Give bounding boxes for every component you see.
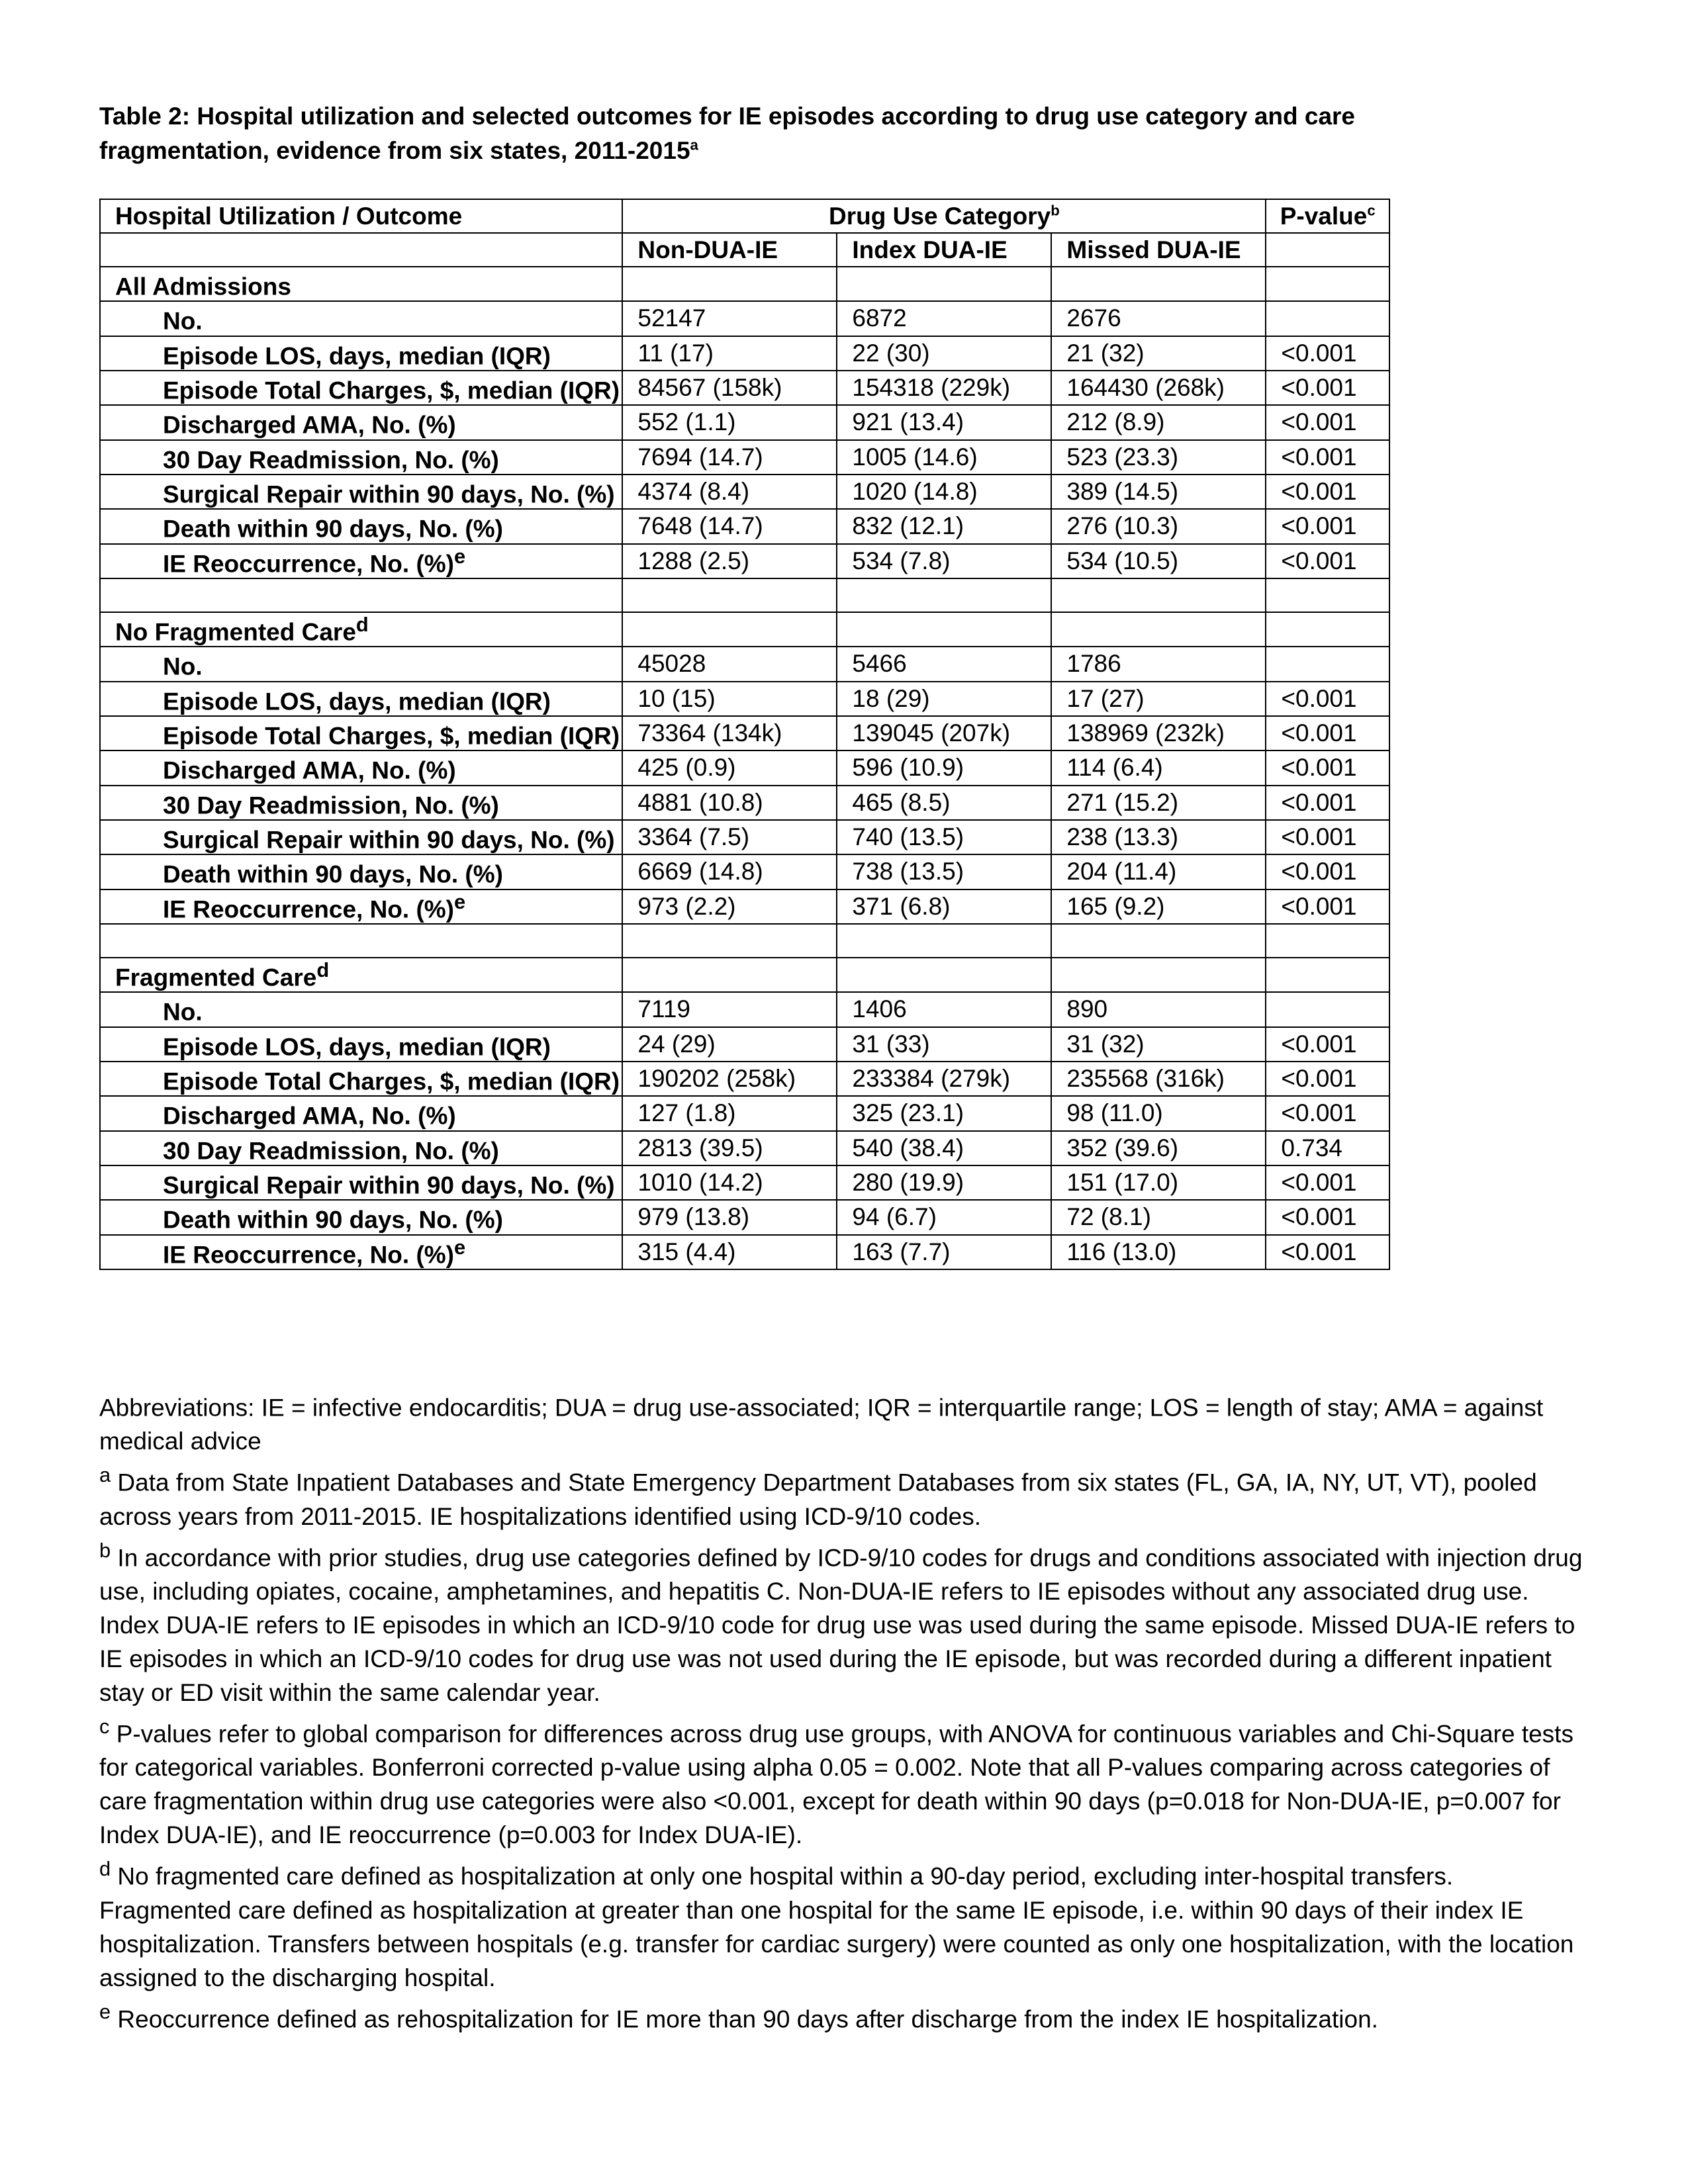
header-col-non-dua-ie: Non-DUA-IE <box>622 233 837 267</box>
pvalue-cell: <0.001 <box>1266 1200 1389 1234</box>
row-label: Surgical Repair within 90 days, No. (%) <box>100 475 622 509</box>
value-cell: 540 (38.4) <box>837 1131 1051 1165</box>
value-cell: 235568 (316k) <box>1051 1062 1266 1096</box>
empty-cell <box>837 612 1051 647</box>
value-cell: 973 (2.2) <box>622 889 837 924</box>
value-cell: 979 (13.8) <box>622 1200 837 1234</box>
footnote: $^b$ In accordance with prior studies, drug use categories defined by ICD-9/10 codes for drugs and conditions associated with injection drug use, including opiates, cocaine, amphetamines, and hepatitis C. Non-DUA-IE refers to IE episodes without any associated drug use. Index DUA-IE refers to IE episodes in which an ICD-9/10 code for drug use was used during the same episode. Missed DUA-IE refers to IE episodes in which an ICD-9/10 codes for drug use was not used during the IE episode, but was recorded during a different inpatient stay or ED visit within the same calendar year. <box>99 1538 1583 1706</box>
value-cell: 465 (8.5) <box>837 786 1051 820</box>
pvalue-cell: <0.001 <box>1266 440 1389 475</box>
value-cell: 890 <box>1051 992 1266 1026</box>
pvalue-cell: <0.001 <box>1266 475 1389 509</box>
footnote: $^d$ No fragmented care defined as hospitalization at only one hospital within a 90-day period, excluding inter-hospital transfers. Fragmented care defined as hospitalization at greater than one hospital for the same IE episode, i.e. within 90 days of their index IE hospitalization. Transfers between hospitals (e.g. transfer for cardiac surgery) were counted as only one hospitalization, with the location assigned to the discharging hospital. <box>99 1857 1574 1991</box>
table-row <box>100 889 1389 924</box>
pvalue-cell: <0.001 <box>1266 682 1389 716</box>
row-label: Episode Total Charges, $, median (IQR) <box>100 716 622 751</box>
abbreviations-note: Abbreviations: IE = infective endocarditis; DUA = drug use-associated; IQR = interquartile range; LOS = length of stay; AMA = against medical advice <box>99 1394 1544 1455</box>
value-cell: 10 (15) <box>622 682 837 716</box>
pvalue-cell: <0.001 <box>1266 1096 1389 1130</box>
empty-cell <box>1051 578 1266 612</box>
value-cell: 116 (13.0) <box>1051 1235 1266 1269</box>
value-cell: 98 (11.0) <box>1051 1096 1266 1130</box>
row-label: No. <box>100 992 622 1026</box>
row-label: IE Reoccurrence, No. (%)$^e$ <box>100 1235 622 1269</box>
row-label: Episode LOS, days, median (IQR) <box>100 336 622 371</box>
pvalue-cell: <0.001 <box>1266 509 1389 543</box>
header-row-2 <box>100 233 1389 267</box>
pvalue-cell: <0.001 <box>1266 820 1389 854</box>
header-blank <box>100 233 622 267</box>
value-cell: 212 (8.9) <box>1051 405 1266 439</box>
row-footnote-marker: e <box>454 889 466 913</box>
value-cell: 596 (10.9) <box>837 751 1051 785</box>
pvalue-cell: <0.001 <box>1266 1235 1389 1269</box>
value-cell: 325 (23.1) <box>837 1096 1051 1130</box>
value-cell: 84567 (158k) <box>622 371 837 405</box>
row-label: IE Reoccurrence, No. (%)$^e$ <box>100 889 622 924</box>
value-cell: 523 (23.3) <box>1051 440 1266 475</box>
value-cell: 24 (29) <box>622 1027 837 1062</box>
value-cell: 6669 (14.8) <box>622 854 837 889</box>
pvalue-cell <box>1266 301 1389 336</box>
empty-cell <box>837 578 1051 612</box>
value-cell: 94 (6.7) <box>837 1200 1051 1234</box>
title-footnote-marker: a <box>690 136 698 154</box>
empty-cell <box>1051 267 1266 301</box>
value-cell: 151 (17.0) <box>1051 1165 1266 1200</box>
empty-cell <box>1051 612 1266 647</box>
table-row <box>100 1062 1389 1096</box>
value-cell: 7648 (14.7) <box>622 509 837 543</box>
footnote: $^c$ P-values refer to global comparison for differences across drug use groups, with ANOVA for continuous variables and Chi-Square tests for categorical variables. Bonferroni corrected p-value using alpha 0.05 = 0.002. Note that all P-values comparing across categories of care fragmentation within drug use categories were also <0.001, except for death within 90 days (p=0.018 for Non-DUA-IE, p=0.007 for Index DUA-IE), and IE reoccurrence (p=0.003 for Index DUA-IE). <box>99 1714 1573 1849</box>
empty-cell <box>622 578 837 612</box>
row-label: IE Reoccurrence, No. (%)$^e$ <box>100 544 622 578</box>
empty-cell <box>837 267 1051 301</box>
table-row <box>100 992 1389 1026</box>
table-row <box>100 1096 1389 1130</box>
value-cell: 7119 <box>622 992 837 1026</box>
table-row <box>100 854 1389 889</box>
value-cell: 7694 (14.7) <box>622 440 837 475</box>
row-label: Surgical Repair within 90 days, No. (%) <box>100 820 622 854</box>
empty-cell <box>1266 578 1389 612</box>
table-row <box>100 786 1389 820</box>
value-cell: 6872 <box>837 301 1051 336</box>
value-cell: 832 (12.1) <box>837 509 1051 543</box>
value-cell: 552 (1.1) <box>622 405 837 439</box>
row-label: 30 Day Readmission, No. (%) <box>100 1131 622 1165</box>
value-cell: 3364 (7.5) <box>622 820 837 854</box>
table-row <box>100 1200 1389 1234</box>
section-header-row <box>100 958 1389 992</box>
pvalue-cell: <0.001 <box>1266 751 1389 785</box>
value-cell: 534 (7.8) <box>837 544 1051 578</box>
value-cell: 164430 (268k) <box>1051 371 1266 405</box>
value-cell: 165 (9.2) <box>1051 889 1266 924</box>
outcomes-table <box>99 199 1390 1270</box>
section-title: No Fragmented Care$^d$ <box>100 612 622 647</box>
pvalue-cell: <0.001 <box>1266 1165 1389 1200</box>
value-cell: 2813 (39.5) <box>622 1131 837 1165</box>
value-cell: 17 (27) <box>1051 682 1266 716</box>
row-label: No. <box>100 301 622 336</box>
pvalue-cell: <0.001 <box>1266 1027 1389 1062</box>
pvalue-cell: <0.001 <box>1266 544 1389 578</box>
value-cell: 1020 (14.8) <box>837 475 1051 509</box>
empty-cell <box>622 958 837 992</box>
value-cell: 114 (6.4) <box>1051 751 1266 785</box>
empty-cell <box>1266 267 1389 301</box>
header-pvalue: P-value$^c$ <box>1266 199 1389 233</box>
empty-cell <box>100 578 622 612</box>
table-header <box>100 199 1389 267</box>
pvalue-cell: <0.001 <box>1266 786 1389 820</box>
table-row <box>100 440 1389 475</box>
empty-cell <box>1266 958 1389 992</box>
table-row <box>100 682 1389 716</box>
section-header-row <box>100 612 1389 647</box>
footnote-marker: c <box>99 1714 110 1738</box>
empty-cell <box>1051 958 1266 992</box>
empty-cell <box>622 267 837 301</box>
empty-cell <box>837 924 1051 958</box>
value-cell: 190202 (258k) <box>622 1062 837 1096</box>
pvalue-cell: <0.001 <box>1266 371 1389 405</box>
table-title: Table 2: Hospital utilization and selected outcomes for IE episodes according to drug use category and care fragmentation, evidence from six states, 2011-2015$^a$ <box>99 103 1356 164</box>
value-cell: 389 (14.5) <box>1051 475 1266 509</box>
value-cell: 139045 (207k) <box>837 716 1051 751</box>
section-footnote-marker: d <box>316 958 330 981</box>
header-col-missed-dua-ie: Missed DUA-IE <box>1051 233 1266 267</box>
empty-cell <box>1051 924 1266 958</box>
value-cell: 271 (15.2) <box>1051 786 1266 820</box>
value-cell: 1406 <box>837 992 1051 1026</box>
value-cell: 276 (10.3) <box>1051 509 1266 543</box>
row-label: Discharged AMA, No. (%) <box>100 751 622 785</box>
row-footnote-marker: e <box>454 1235 466 1259</box>
value-cell: 740 (13.5) <box>837 820 1051 854</box>
section-title: All Admissions <box>100 267 622 301</box>
value-cell: 233384 (279k) <box>837 1062 1051 1096</box>
table-row <box>100 475 1389 509</box>
value-cell: 11 (17) <box>622 336 837 371</box>
header-blank <box>1266 233 1389 267</box>
footnote-marker: a <box>99 1463 111 1487</box>
value-cell: 738 (13.5) <box>837 854 1051 889</box>
section-title: Fragmented Care$^d$ <box>100 958 622 992</box>
value-cell: 21 (32) <box>1051 336 1266 371</box>
value-cell: 280 (19.9) <box>837 1165 1051 1200</box>
pvalue-cell: <0.001 <box>1266 854 1389 889</box>
table-row <box>100 405 1389 439</box>
spacer-row <box>100 924 1389 958</box>
value-cell: 18 (29) <box>837 682 1051 716</box>
header-row-1 <box>100 199 1389 233</box>
table-row <box>100 716 1389 751</box>
row-label: Death within 90 days, No. (%) <box>100 509 622 543</box>
table-row <box>100 751 1389 785</box>
pvalue-cell: 0.734 <box>1266 1131 1389 1165</box>
value-cell: 2676 <box>1051 301 1266 336</box>
row-label: Episode Total Charges, $, median (IQR) <box>100 1062 622 1096</box>
value-cell: 5466 <box>837 647 1051 681</box>
table-body <box>100 267 1389 1269</box>
row-label: 30 Day Readmission, No. (%) <box>100 786 622 820</box>
table-row <box>100 544 1389 578</box>
table-row <box>100 820 1389 854</box>
value-cell: 4881 (10.8) <box>622 786 837 820</box>
table-row <box>100 1165 1389 1200</box>
row-label: Episode LOS, days, median (IQR) <box>100 682 622 716</box>
value-cell: 371 (6.8) <box>837 889 1051 924</box>
value-cell: 1005 (14.6) <box>837 440 1051 475</box>
row-label: Episode LOS, days, median (IQR) <box>100 1027 622 1062</box>
section-footnote-marker: d <box>355 612 369 636</box>
value-cell: 534 (10.5) <box>1051 544 1266 578</box>
document-page <box>99 99 1589 2032</box>
table-row <box>100 1131 1389 1165</box>
row-label: Surgical Repair within 90 days, No. (%) <box>100 1165 622 1200</box>
value-cell: 73364 (134k) <box>622 716 837 751</box>
section-header-row <box>100 267 1389 301</box>
value-cell: 45028 <box>622 647 837 681</box>
row-label: 30 Day Readmission, No. (%) <box>100 440 622 475</box>
row-label: Death within 90 days, No. (%) <box>100 1200 622 1234</box>
table-footnotes <box>99 1383 1589 2036</box>
header-drug-use-category: Drug Use Category$^b$ <box>622 199 1266 233</box>
value-cell: 204 (11.4) <box>1051 854 1266 889</box>
table-row <box>100 336 1389 371</box>
value-cell: 238 (13.3) <box>1051 820 1266 854</box>
empty-cell <box>622 612 837 647</box>
row-footnote-marker: e <box>454 544 466 568</box>
value-cell: 127 (1.8) <box>622 1096 837 1130</box>
table-row <box>100 1235 1389 1269</box>
value-cell: 352 (39.6) <box>1051 1131 1266 1165</box>
value-cell: 1786 <box>1051 647 1266 681</box>
pvalue-cell <box>1266 992 1389 1026</box>
row-label: Episode Total Charges, $, median (IQR) <box>100 371 622 405</box>
value-cell: 72 (8.1) <box>1051 1200 1266 1234</box>
empty-cell <box>837 958 1051 992</box>
empty-cell <box>100 924 622 958</box>
pvalue-cell <box>1266 647 1389 681</box>
empty-cell <box>1266 612 1389 647</box>
value-cell: 4374 (8.4) <box>622 475 837 509</box>
footnote-marker: b <box>99 1538 111 1562</box>
value-cell: 921 (13.4) <box>837 405 1051 439</box>
value-cell: 315 (4.4) <box>622 1235 837 1269</box>
value-cell: 425 (0.9) <box>622 751 837 785</box>
empty-cell <box>622 924 837 958</box>
pvalue-cell: <0.001 <box>1266 405 1389 439</box>
table-row <box>100 1027 1389 1062</box>
header-outcome: Hospital Utilization / Outcome <box>100 199 622 233</box>
value-cell: 138969 (232k) <box>1051 716 1266 751</box>
pvalue-cell: <0.001 <box>1266 1062 1389 1096</box>
footnote: $^a$ Data from State Inpatient Databases and State Emergency Department Databases from six states (FL, GA, IA, NY, UT, VT), pooled across years from 2011-2015. IE hospitalizations identified using ICD-9/10 codes. <box>99 1463 1537 1530</box>
table-row <box>100 371 1389 405</box>
empty-cell <box>1266 924 1389 958</box>
value-cell: 1288 (2.5) <box>622 544 837 578</box>
value-cell: 52147 <box>622 301 837 336</box>
table-row <box>100 509 1389 543</box>
pvalue-cell: <0.001 <box>1266 336 1389 371</box>
header-col-index-dua-ie: Index DUA-IE <box>837 233 1051 267</box>
table-row <box>100 301 1389 336</box>
footnote-marker: e <box>99 1999 111 2023</box>
table-row <box>100 647 1389 681</box>
row-label: Death within 90 days, No. (%) <box>100 854 622 889</box>
footnote: $^e$ Reoccurrence defined as rehospitalization for IE more than 90 days after discharge from the index IE hospitalization. <box>99 1999 1378 2032</box>
value-cell: 22 (30) <box>837 336 1051 371</box>
value-cell: 31 (33) <box>837 1027 1051 1062</box>
value-cell: 1010 (14.2) <box>622 1165 837 1200</box>
pvalue-cell: <0.001 <box>1266 716 1389 751</box>
pvalue-cell: <0.001 <box>1266 889 1389 924</box>
row-label: Discharged AMA, No. (%) <box>100 405 622 439</box>
row-label: No. <box>100 647 622 681</box>
footnote-marker: d <box>99 1857 111 1881</box>
value-cell: 163 (7.7) <box>837 1235 1051 1269</box>
value-cell: 154318 (229k) <box>837 371 1051 405</box>
value-cell: 31 (32) <box>1051 1027 1266 1062</box>
row-label: Discharged AMA, No. (%) <box>100 1096 622 1130</box>
spacer-row <box>100 578 1389 612</box>
